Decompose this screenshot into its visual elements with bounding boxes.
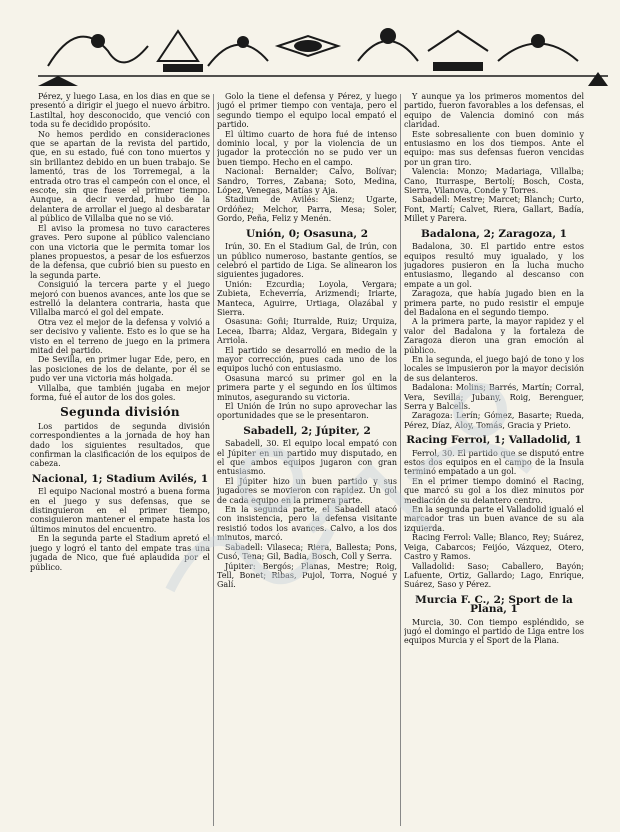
match-heading: Unión, 0; Osasuna, 2 <box>245 227 369 240</box>
paragraph: En la segunda parte el Stadium apretó el juego y logró el tanto del empate tras una jugada de Nico, que fué aplaudida por el público. <box>30 534 210 572</box>
column-1 <box>30 92 210 827</box>
column-3 <box>404 92 584 827</box>
paragraph: Valladolid: Saso; Caballero, Bayón; Lafuente, Ortiz, Gallardo; Lago, Enrique, Suárez, Saso y Pérez. <box>404 561 584 590</box>
paragraph: Ferrol, 30. El partido que se disputó entre estos dos equipos en el campo de la Ínsula terminó empatado a un gol. <box>404 448 584 477</box>
paragraph: Otra vez el mejor de la defensa y volvió a ser decisivo y valiente. Esto es lo que se ha visto en el terreno de juego en la primera mitad del partido. <box>30 317 210 355</box>
paragraph: En la segunda, el juego bajó de tono y los locales se impusieron por la mayor decisión de sus delanteros. <box>404 354 584 383</box>
paragraph: Stadium de Avilés: Sienz; Ugarte, Ordóñez; Melchor, Parra, Mesa; Soler, Gordo, Peña, Feliz y Menén. <box>217 195 397 224</box>
paragraph: Júpiter: Bergós; Planas, Mestre; Roig, Tell, Bonet; Ribas, Pujol, Torra, Nogué y Galí. <box>217 561 397 590</box>
column-rule <box>400 94 401 826</box>
paragraph: No hemos perdido en consideraciones que se apartan de la revista del partido, que, en su estado, fué con tono muertos y sin brillantez debido en un buen trabajo. Se lamentó, tras de los Torremegal, a la entrada otro tras el campeón con el once, el escote, sin que fuese el primer tiempo. Aunque, a decir verdad, hubo de la delantera de arrollar el juego al desbaratar al público de Villalba que no se vió. <box>30 129 210 224</box>
paragraph: Sabadell: Mestre; Marcet; Blanch; Curto, Font, Martí; Calvet, Riera, Gallart, Badía, Millet y Parera. <box>404 195 584 224</box>
match-heading: Badalona, 2; Zaragoza, 1 <box>421 227 567 240</box>
match-heading: Racing Ferrol, 1; Valladolid, 1 <box>406 434 582 447</box>
paragraph: Zaragoza: Lerín; Gómez, Basarte; Rueda, Pérez, Díaz, Aloy, Tomás, Gracia y Prieto. <box>404 411 584 430</box>
paragraph: El Júpiter hizo un buen partido y sus jugadores se movieron con rapidez. Un gol de cada equipo en la primera parte. <box>217 476 397 505</box>
paragraph: De Sevilla, en primer lugar Ede, pero, en las posiciones de los de delante, por él se pudo ver una victoria más holgada. <box>30 355 210 384</box>
paragraph: Badalona: Molins; Barrés, Martín; Corral, Vera, Sevilla; Jubany, Roig, Berenguer, Serra y Balcells. <box>404 383 584 411</box>
paragraph: Sabadell: Vilaseca; Riera, Ballesta; Pons, Cusó, Tena; Gil, Badia, Bosch, Coll y Serra. <box>217 542 397 562</box>
paragraph: Pérez, y luego Lasa, en los dias en que se presentó a dirigir el juego el nuevo árbitro. Lastiltal, hoy desconocido, que venció con toda su fe decidido propósito. <box>30 92 210 130</box>
column-rule <box>213 94 214 826</box>
paragraph: Valencia: Monzo; Madariaga, Villalba; Cano, Iturraspe, Bertolí; Bosch, Costa, Sierra, Vilanova, Conde y Torres. <box>404 167 584 196</box>
paragraph: Murcia, 30. Con tiempo espléndido, se jugó el domingo el partido de Liga entre los equipos Murcia y el Sport de la Plana. <box>404 617 584 646</box>
paragraph: Zaragoza, que había jugado bien en la primera parte, no pudo resistir el empuje del Badalona en el segundo tiempo. <box>404 289 584 317</box>
paragraph: Este sobresaliente con buen dominio y entusiasmo en los dos tiempos. Ante el equipo: mas sus defensas fueron vencidas por un gran tiro. <box>404 129 584 167</box>
paragraph: Villalba, que también jugaba en mejor forma, fué el autor de los dos goles. <box>30 383 210 402</box>
column-2 <box>217 92 397 827</box>
header-illustration <box>38 6 608 88</box>
paragraph: Golo la tiene el defensa y Pérez, y luego jugó el primer tiempo con ventaja, pero el segundo tiempo el equipo local empató el partido. <box>217 92 397 130</box>
paragraph: Nacional: Bernalder; Calvo, Bolívar; Sandro, Torres, Zabana; Soto, Medina, López, Venegas, Matías y Aja. <box>217 167 397 196</box>
paragraph: Osasuna: Goñi; Iturralde, Ruiz; Urquiza, Lecea, Ibarra; Aldaz, Vergara, Bidegain y Arriola. <box>217 317 397 346</box>
paragraph: Y aunque ya los primeros momentos del partido, fueron favorables a los defensas, el equipo de Valencia dominó con más claridad. <box>404 92 584 130</box>
paragraph: Sabadell, 30. El equipo local empató con el Júpiter en un partido muy disputado, en el que ambos equipos jugaron con gran entusiasmo. <box>217 439 397 477</box>
match-heading: Murcia F. C., 2; Sport de la Plana, 1 <box>415 593 573 616</box>
match-heading: Sabadell, 2; Júpiter, 2 <box>243 424 371 437</box>
match-heading: Nacional, 1; Stadium Avilés, 1 <box>31 472 209 485</box>
paragraph: El equipo Nacional mostró a buena forma en el juego y sus defensas, que se distinguieron en el primer tiempo, consiguieron mantener el empate hasta los últimos minutos del encuentro. <box>30 487 210 534</box>
paragraph: Racing Ferrol: Valle; Blanco, Rey; Suárez, Veiga, Cabarcos; Feijóo, Vázquez, Otero, Castro y Ramos. <box>404 533 584 562</box>
paragraph: A la primera parte, la mayor rapidez y el valor del Badalona y la fortaleza de Zaragoza dieron una gran emoción al público. <box>404 317 584 355</box>
paragraph: En la segunda parte, el Sabadell atacó con insistencia, pero la defensa visitante resistió todos los avances. Calvo, a los dos minutos, marcó. <box>217 505 397 543</box>
paragraph: El aviso la promesa no tuvo caracteres graves. Pero supone al público valenciano con una victoria que le permita tomar los planes propuestos, a pesar de los esfuerzos de la defensa, que cubrió bien su puesto en la segunda parte. <box>30 223 210 280</box>
paragraph: El partido se desarrolló en medio de la mayor corrección, pues cada uno de los equipos luchó con entusiasmo. <box>217 345 397 374</box>
paragraph: En la segunda parte el Valladolid igualó el marcador tras un buen avance de su ala izquierda. <box>404 505 584 533</box>
paragraph: Irún, 30. En el Stadium Gal, de Irún, con un público numeroso, bastante gentíos, se celebró el partido de Liga. Se alinearon los siguientes jugadores. <box>217 242 397 280</box>
paragraph: Los partidos de segunda división correspondientes a la jornada de hoy han dado los siguientes resultados, que confirman la clasificación de los equipos de cabeza. <box>30 421 210 469</box>
paragraph: Unión: Ezcurdia; Loyola, Vergara; Zubieta, Echeverría, Arizmendi; Iriarte, Manteca, Aguirre, Urtiaga, Olazábal y Sierra. <box>217 279 397 317</box>
paragraph: El último cuarto de hora fué de intenso dominio local, y por la violencia de un jugador la protección no se pudo ver un buen tiempo. Hecho en el campo. <box>217 129 397 167</box>
paragraph: Badalona, 30. El partido entre estos equipos resultó muy igualado, y los jugadores pusieron en la lucha mucho entusiasmo, llegando al descanso con empate a un gol. <box>404 242 584 289</box>
paragraph: El Unión de Irún no supo aprovechar las oportunidades que se le presentaron. <box>217 402 397 421</box>
paragraph: Consiguió la tercera parte y el juego mejoró con buenos avances, ante los que se estrelló la delantera contraria, hasta que Villalba marcó el gol del empate. <box>30 280 210 318</box>
paragraph: En el primer tiempo dominó el Racing, que marcó su gol a los diez minutos por mediación de su delantero centro. <box>404 476 584 505</box>
section-heading: Segunda división <box>60 405 180 420</box>
paragraph: Osasuna marcó su primer gol en la primera parte y el segundo en los últimos minutos, asegurando su victoria. <box>217 373 397 402</box>
